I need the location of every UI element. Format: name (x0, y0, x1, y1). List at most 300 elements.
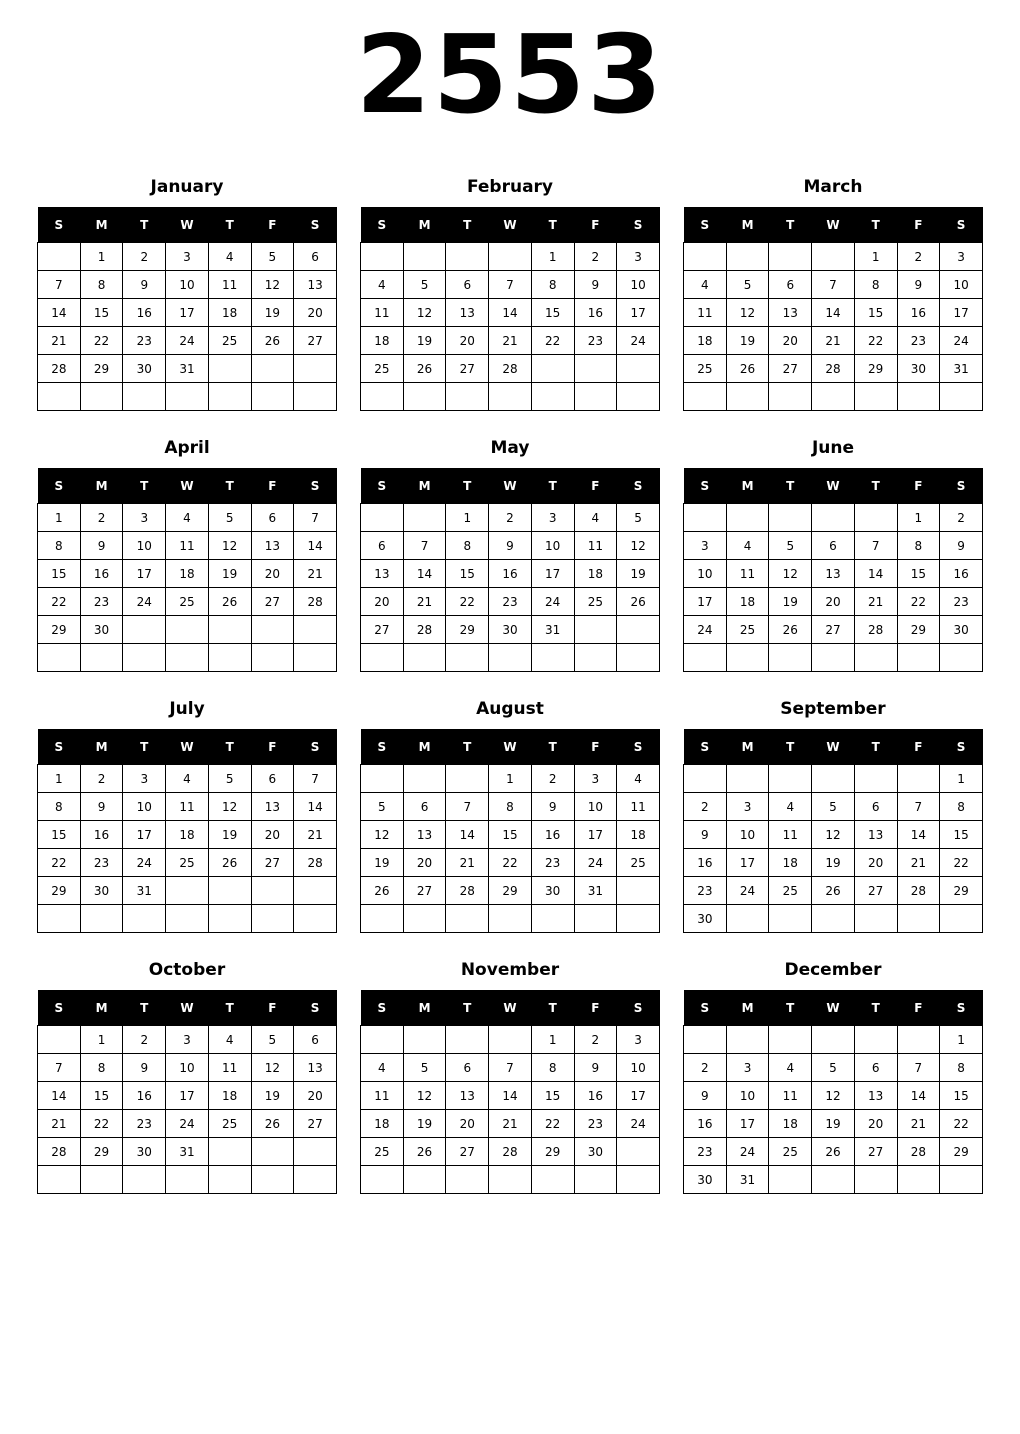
day-cell[interactable]: 24 (123, 849, 166, 877)
day-cell[interactable]: 26 (403, 355, 446, 383)
day-cell[interactable]: 12 (617, 532, 660, 560)
day-cell[interactable]: 10 (684, 560, 727, 588)
day-cell[interactable]: 12 (208, 793, 251, 821)
day-cell[interactable]: 25 (166, 588, 209, 616)
day-cell[interactable]: 24 (531, 588, 574, 616)
day-cell[interactable]: 31 (726, 1166, 769, 1194)
day-cell[interactable]: 16 (940, 560, 983, 588)
day-cell[interactable]: 30 (684, 1166, 727, 1194)
day-cell[interactable]: 11 (361, 299, 404, 327)
day-cell[interactable]: 19 (403, 1110, 446, 1138)
day-cell[interactable]: 17 (166, 1082, 209, 1110)
day-cell[interactable]: 2 (897, 243, 940, 271)
day-cell[interactable]: 22 (38, 849, 81, 877)
day-cell[interactable]: 2 (80, 504, 123, 532)
day-cell[interactable]: 1 (80, 243, 123, 271)
day-cell[interactable]: 28 (403, 616, 446, 644)
day-cell[interactable]: 6 (769, 271, 812, 299)
day-cell[interactable]: 13 (769, 299, 812, 327)
day-cell[interactable]: 4 (769, 793, 812, 821)
day-cell[interactable]: 12 (812, 821, 855, 849)
day-cell[interactable]: 18 (166, 560, 209, 588)
day-cell[interactable]: 27 (294, 327, 337, 355)
day-cell[interactable]: 17 (123, 560, 166, 588)
day-cell[interactable]: 28 (897, 877, 940, 905)
day-cell[interactable]: 4 (361, 271, 404, 299)
day-cell[interactable]: 11 (684, 299, 727, 327)
day-cell[interactable]: 25 (769, 877, 812, 905)
day-cell[interactable]: 25 (361, 355, 404, 383)
day-cell[interactable]: 15 (80, 299, 123, 327)
day-cell[interactable]: 8 (897, 532, 940, 560)
day-cell[interactable]: 26 (361, 877, 404, 905)
day-cell[interactable]: 9 (684, 1082, 727, 1110)
day-cell[interactable]: 4 (361, 1054, 404, 1082)
day-cell[interactable]: 18 (769, 1110, 812, 1138)
day-cell[interactable]: 23 (489, 588, 532, 616)
day-cell[interactable]: 14 (38, 1082, 81, 1110)
day-cell[interactable]: 2 (574, 1026, 617, 1054)
day-cell[interactable]: 13 (854, 821, 897, 849)
day-cell[interactable]: 18 (361, 1110, 404, 1138)
day-cell[interactable]: 28 (812, 355, 855, 383)
day-cell[interactable]: 5 (812, 1054, 855, 1082)
day-cell[interactable]: 8 (38, 793, 81, 821)
day-cell[interactable]: 31 (166, 355, 209, 383)
day-cell[interactable]: 26 (251, 327, 294, 355)
day-cell[interactable]: 14 (446, 821, 489, 849)
day-cell[interactable]: 5 (769, 532, 812, 560)
day-cell[interactable]: 22 (897, 588, 940, 616)
day-cell[interactable]: 9 (574, 271, 617, 299)
day-cell[interactable]: 11 (617, 793, 660, 821)
day-cell[interactable]: 6 (854, 1054, 897, 1082)
day-cell[interactable]: 8 (80, 271, 123, 299)
day-cell[interactable]: 4 (726, 532, 769, 560)
day-cell[interactable]: 12 (251, 1054, 294, 1082)
day-cell[interactable]: 1 (531, 1026, 574, 1054)
day-cell[interactable]: 10 (166, 1054, 209, 1082)
day-cell[interactable]: 8 (531, 1054, 574, 1082)
day-cell[interactable]: 28 (489, 355, 532, 383)
day-cell[interactable]: 6 (446, 1054, 489, 1082)
day-cell[interactable]: 7 (897, 1054, 940, 1082)
day-cell[interactable]: 7 (446, 793, 489, 821)
day-cell[interactable]: 26 (251, 1110, 294, 1138)
day-cell[interactable]: 21 (897, 1110, 940, 1138)
day-cell[interactable]: 21 (38, 1110, 81, 1138)
day-cell[interactable]: 17 (684, 588, 727, 616)
day-cell[interactable]: 9 (897, 271, 940, 299)
day-cell[interactable]: 22 (531, 1110, 574, 1138)
day-cell[interactable]: 24 (940, 327, 983, 355)
day-cell[interactable]: 31 (531, 616, 574, 644)
day-cell[interactable]: 23 (80, 849, 123, 877)
day-cell[interactable]: 2 (123, 243, 166, 271)
day-cell[interactable]: 13 (294, 271, 337, 299)
day-cell[interactable]: 3 (574, 765, 617, 793)
day-cell[interactable]: 12 (812, 1082, 855, 1110)
day-cell[interactable]: 24 (617, 327, 660, 355)
day-cell[interactable]: 15 (854, 299, 897, 327)
day-cell[interactable]: 11 (726, 560, 769, 588)
day-cell[interactable]: 30 (489, 616, 532, 644)
day-cell[interactable]: 27 (446, 1138, 489, 1166)
day-cell[interactable]: 8 (940, 793, 983, 821)
day-cell[interactable]: 27 (403, 877, 446, 905)
day-cell[interactable]: 31 (940, 355, 983, 383)
day-cell[interactable]: 25 (769, 1138, 812, 1166)
day-cell[interactable]: 26 (812, 1138, 855, 1166)
day-cell[interactable]: 26 (726, 355, 769, 383)
day-cell[interactable]: 20 (403, 849, 446, 877)
day-cell[interactable]: 24 (684, 616, 727, 644)
day-cell[interactable]: 27 (446, 355, 489, 383)
day-cell[interactable]: 20 (251, 821, 294, 849)
day-cell[interactable]: 29 (940, 877, 983, 905)
day-cell[interactable]: 3 (726, 793, 769, 821)
day-cell[interactable]: 5 (726, 271, 769, 299)
day-cell[interactable]: 18 (769, 849, 812, 877)
day-cell[interactable]: 1 (940, 765, 983, 793)
day-cell[interactable]: 26 (617, 588, 660, 616)
day-cell[interactable]: 7 (294, 765, 337, 793)
day-cell[interactable]: 27 (854, 877, 897, 905)
day-cell[interactable]: 21 (489, 1110, 532, 1138)
day-cell[interactable]: 20 (294, 1082, 337, 1110)
day-cell[interactable]: 3 (531, 504, 574, 532)
day-cell[interactable]: 10 (940, 271, 983, 299)
day-cell[interactable]: 25 (208, 327, 251, 355)
day-cell[interactable]: 17 (726, 849, 769, 877)
day-cell[interactable]: 29 (489, 877, 532, 905)
day-cell[interactable]: 3 (617, 243, 660, 271)
day-cell[interactable]: 3 (617, 1026, 660, 1054)
day-cell[interactable]: 4 (574, 504, 617, 532)
day-cell[interactable]: 16 (684, 1110, 727, 1138)
day-cell[interactable]: 2 (684, 1054, 727, 1082)
day-cell[interactable]: 22 (531, 327, 574, 355)
day-cell[interactable]: 30 (80, 877, 123, 905)
day-cell[interactable]: 14 (489, 299, 532, 327)
day-cell[interactable]: 28 (446, 877, 489, 905)
day-cell[interactable]: 21 (403, 588, 446, 616)
day-cell[interactable]: 24 (726, 1138, 769, 1166)
day-cell[interactable]: 22 (446, 588, 489, 616)
day-cell[interactable]: 30 (80, 616, 123, 644)
day-cell[interactable]: 2 (684, 793, 727, 821)
day-cell[interactable]: 23 (80, 588, 123, 616)
day-cell[interactable]: 12 (726, 299, 769, 327)
day-cell[interactable]: 27 (251, 588, 294, 616)
day-cell[interactable]: 1 (489, 765, 532, 793)
day-cell[interactable]: 24 (574, 849, 617, 877)
day-cell[interactable]: 27 (251, 849, 294, 877)
day-cell[interactable]: 21 (294, 821, 337, 849)
day-cell[interactable]: 18 (574, 560, 617, 588)
day-cell[interactable]: 3 (166, 243, 209, 271)
day-cell[interactable]: 1 (38, 504, 81, 532)
day-cell[interactable]: 29 (897, 616, 940, 644)
day-cell[interactable]: 13 (446, 299, 489, 327)
day-cell[interactable]: 22 (940, 1110, 983, 1138)
day-cell[interactable]: 25 (617, 849, 660, 877)
day-cell[interactable]: 16 (684, 849, 727, 877)
day-cell[interactable]: 26 (769, 616, 812, 644)
day-cell[interactable]: 15 (38, 560, 81, 588)
day-cell[interactable]: 19 (361, 849, 404, 877)
day-cell[interactable]: 10 (123, 793, 166, 821)
day-cell[interactable]: 5 (251, 243, 294, 271)
day-cell[interactable]: 8 (489, 793, 532, 821)
day-cell[interactable]: 17 (940, 299, 983, 327)
day-cell[interactable]: 19 (251, 299, 294, 327)
day-cell[interactable]: 21 (812, 327, 855, 355)
day-cell[interactable]: 9 (80, 532, 123, 560)
day-cell[interactable]: 29 (940, 1138, 983, 1166)
day-cell[interactable]: 4 (208, 243, 251, 271)
day-cell[interactable]: 19 (812, 1110, 855, 1138)
day-cell[interactable]: 12 (403, 1082, 446, 1110)
day-cell[interactable]: 23 (531, 849, 574, 877)
day-cell[interactable]: 5 (403, 1054, 446, 1082)
day-cell[interactable]: 14 (38, 299, 81, 327)
day-cell[interactable]: 16 (531, 821, 574, 849)
day-cell[interactable]: 9 (531, 793, 574, 821)
day-cell[interactable]: 14 (897, 821, 940, 849)
day-cell[interactable]: 22 (80, 1110, 123, 1138)
day-cell[interactable]: 14 (489, 1082, 532, 1110)
day-cell[interactable]: 23 (940, 588, 983, 616)
day-cell[interactable]: 25 (684, 355, 727, 383)
day-cell[interactable]: 14 (294, 793, 337, 821)
day-cell[interactable]: 7 (489, 1054, 532, 1082)
day-cell[interactable]: 23 (123, 327, 166, 355)
day-cell[interactable]: 6 (446, 271, 489, 299)
day-cell[interactable]: 28 (854, 616, 897, 644)
day-cell[interactable]: 1 (897, 504, 940, 532)
day-cell[interactable]: 30 (531, 877, 574, 905)
day-cell[interactable]: 16 (574, 1082, 617, 1110)
day-cell[interactable]: 16 (80, 821, 123, 849)
day-cell[interactable]: 10 (726, 1082, 769, 1110)
day-cell[interactable]: 20 (446, 1110, 489, 1138)
day-cell[interactable]: 5 (812, 793, 855, 821)
day-cell[interactable]: 17 (166, 299, 209, 327)
day-cell[interactable]: 28 (38, 355, 81, 383)
day-cell[interactable]: 24 (617, 1110, 660, 1138)
day-cell[interactable]: 1 (531, 243, 574, 271)
day-cell[interactable]: 15 (940, 821, 983, 849)
day-cell[interactable]: 29 (38, 877, 81, 905)
day-cell[interactable]: 15 (940, 1082, 983, 1110)
day-cell[interactable]: 23 (574, 1110, 617, 1138)
day-cell[interactable]: 18 (684, 327, 727, 355)
day-cell[interactable]: 20 (854, 849, 897, 877)
day-cell[interactable]: 14 (854, 560, 897, 588)
day-cell[interactable]: 30 (123, 1138, 166, 1166)
day-cell[interactable]: 29 (531, 1138, 574, 1166)
day-cell[interactable]: 11 (166, 793, 209, 821)
day-cell[interactable]: 17 (531, 560, 574, 588)
day-cell[interactable]: 11 (208, 1054, 251, 1082)
day-cell[interactable]: 13 (251, 793, 294, 821)
day-cell[interactable]: 2 (489, 504, 532, 532)
day-cell[interactable]: 20 (854, 1110, 897, 1138)
day-cell[interactable]: 3 (166, 1026, 209, 1054)
day-cell[interactable]: 1 (80, 1026, 123, 1054)
day-cell[interactable]: 10 (617, 271, 660, 299)
day-cell[interactable]: 16 (80, 560, 123, 588)
day-cell[interactable]: 21 (854, 588, 897, 616)
day-cell[interactable]: 30 (684, 905, 727, 933)
day-cell[interactable]: 3 (123, 504, 166, 532)
day-cell[interactable]: 16 (123, 1082, 166, 1110)
day-cell[interactable]: 15 (446, 560, 489, 588)
day-cell[interactable]: 13 (294, 1054, 337, 1082)
day-cell[interactable]: 4 (684, 271, 727, 299)
day-cell[interactable]: 9 (123, 271, 166, 299)
day-cell[interactable]: 28 (897, 1138, 940, 1166)
day-cell[interactable]: 20 (294, 299, 337, 327)
day-cell[interactable]: 3 (940, 243, 983, 271)
day-cell[interactable]: 12 (208, 532, 251, 560)
day-cell[interactable]: 13 (812, 560, 855, 588)
day-cell[interactable]: 9 (123, 1054, 166, 1082)
day-cell[interactable]: 4 (166, 504, 209, 532)
day-cell[interactable]: 6 (403, 793, 446, 821)
day-cell[interactable]: 29 (80, 1138, 123, 1166)
day-cell[interactable]: 22 (80, 327, 123, 355)
day-cell[interactable]: 9 (80, 793, 123, 821)
day-cell[interactable]: 23 (897, 327, 940, 355)
day-cell[interactable]: 19 (251, 1082, 294, 1110)
day-cell[interactable]: 11 (208, 271, 251, 299)
day-cell[interactable]: 25 (208, 1110, 251, 1138)
day-cell[interactable]: 18 (361, 327, 404, 355)
day-cell[interactable]: 16 (897, 299, 940, 327)
day-cell[interactable]: 25 (166, 849, 209, 877)
day-cell[interactable]: 14 (812, 299, 855, 327)
day-cell[interactable]: 17 (123, 821, 166, 849)
day-cell[interactable]: 8 (854, 271, 897, 299)
day-cell[interactable]: 11 (769, 821, 812, 849)
day-cell[interactable]: 2 (123, 1026, 166, 1054)
day-cell[interactable]: 21 (446, 849, 489, 877)
day-cell[interactable]: 9 (684, 821, 727, 849)
day-cell[interactable]: 16 (489, 560, 532, 588)
day-cell[interactable]: 26 (208, 588, 251, 616)
day-cell[interactable]: 18 (617, 821, 660, 849)
day-cell[interactable]: 30 (940, 616, 983, 644)
day-cell[interactable]: 25 (574, 588, 617, 616)
day-cell[interactable]: 28 (38, 1138, 81, 1166)
day-cell[interactable]: 29 (38, 616, 81, 644)
day-cell[interactable]: 17 (617, 299, 660, 327)
day-cell[interactable]: 5 (251, 1026, 294, 1054)
day-cell[interactable]: 19 (403, 327, 446, 355)
day-cell[interactable]: 29 (854, 355, 897, 383)
day-cell[interactable]: 23 (684, 877, 727, 905)
day-cell[interactable]: 18 (166, 821, 209, 849)
day-cell[interactable]: 3 (123, 765, 166, 793)
day-cell[interactable]: 25 (726, 616, 769, 644)
day-cell[interactable]: 24 (166, 327, 209, 355)
day-cell[interactable]: 10 (726, 821, 769, 849)
day-cell[interactable]: 6 (294, 243, 337, 271)
day-cell[interactable]: 31 (123, 877, 166, 905)
day-cell[interactable]: 14 (403, 560, 446, 588)
day-cell[interactable]: 7 (38, 271, 81, 299)
day-cell[interactable]: 5 (208, 504, 251, 532)
day-cell[interactable]: 1 (38, 765, 81, 793)
day-cell[interactable]: 4 (166, 765, 209, 793)
day-cell[interactable]: 12 (251, 271, 294, 299)
day-cell[interactable]: 3 (726, 1054, 769, 1082)
day-cell[interactable]: 14 (897, 1082, 940, 1110)
day-cell[interactable]: 2 (574, 243, 617, 271)
day-cell[interactable]: 22 (854, 327, 897, 355)
day-cell[interactable]: 22 (38, 588, 81, 616)
day-cell[interactable]: 29 (80, 355, 123, 383)
day-cell[interactable]: 16 (123, 299, 166, 327)
day-cell[interactable]: 10 (617, 1054, 660, 1082)
day-cell[interactable]: 17 (617, 1082, 660, 1110)
day-cell[interactable]: 10 (574, 793, 617, 821)
day-cell[interactable]: 11 (361, 1082, 404, 1110)
day-cell[interactable]: 27 (361, 616, 404, 644)
day-cell[interactable]: 8 (80, 1054, 123, 1082)
day-cell[interactable]: 2 (531, 765, 574, 793)
day-cell[interactable]: 7 (812, 271, 855, 299)
day-cell[interactable]: 28 (489, 1138, 532, 1166)
day-cell[interactable]: 24 (726, 877, 769, 905)
day-cell[interactable]: 7 (403, 532, 446, 560)
day-cell[interactable]: 6 (294, 1026, 337, 1054)
day-cell[interactable]: 13 (251, 532, 294, 560)
day-cell[interactable]: 21 (897, 849, 940, 877)
day-cell[interactable]: 15 (489, 821, 532, 849)
day-cell[interactable]: 17 (574, 821, 617, 849)
day-cell[interactable]: 12 (361, 821, 404, 849)
day-cell[interactable]: 8 (446, 532, 489, 560)
day-cell[interactable]: 4 (208, 1026, 251, 1054)
day-cell[interactable]: 29 (446, 616, 489, 644)
day-cell[interactable]: 24 (123, 588, 166, 616)
day-cell[interactable]: 5 (617, 504, 660, 532)
day-cell[interactable]: 1 (854, 243, 897, 271)
day-cell[interactable]: 27 (769, 355, 812, 383)
day-cell[interactable]: 7 (854, 532, 897, 560)
day-cell[interactable]: 28 (294, 588, 337, 616)
day-cell[interactable]: 13 (446, 1082, 489, 1110)
day-cell[interactable]: 5 (208, 765, 251, 793)
day-cell[interactable]: 14 (294, 532, 337, 560)
day-cell[interactable]: 26 (208, 849, 251, 877)
day-cell[interactable]: 30 (574, 1138, 617, 1166)
day-cell[interactable]: 2 (80, 765, 123, 793)
day-cell[interactable]: 24 (166, 1110, 209, 1138)
day-cell[interactable]: 2 (940, 504, 983, 532)
day-cell[interactable]: 19 (208, 821, 251, 849)
day-cell[interactable]: 20 (812, 588, 855, 616)
day-cell[interactable]: 19 (812, 849, 855, 877)
day-cell[interactable]: 5 (361, 793, 404, 821)
day-cell[interactable]: 26 (403, 1138, 446, 1166)
day-cell[interactable]: 9 (489, 532, 532, 560)
day-cell[interactable]: 18 (208, 1082, 251, 1110)
day-cell[interactable]: 6 (251, 765, 294, 793)
